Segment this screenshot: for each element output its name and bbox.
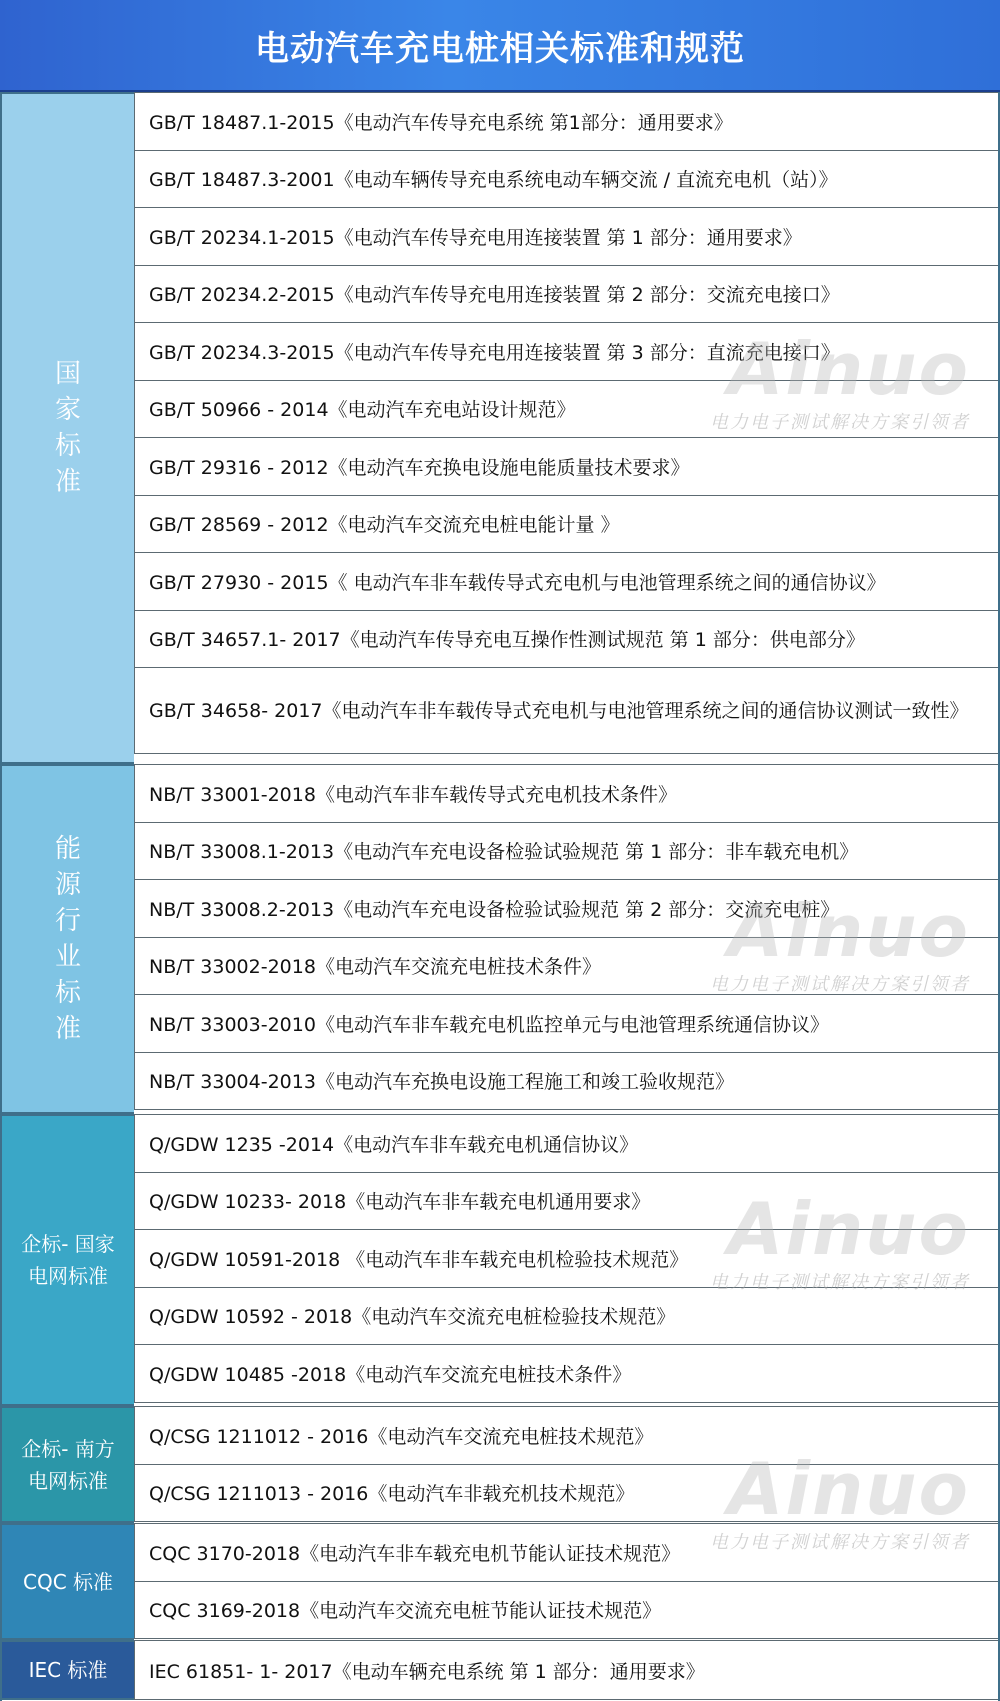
category-label-southern-grid	[0, 1406, 134, 1523]
table-row: NB/T 33003-2010《电动汽车非车载充电机监控单元与电池管理系统通信协议》	[134, 994, 1000, 1053]
category-label-cqc	[0, 1523, 134, 1640]
watermark-logo: Ainuo	[727, 889, 970, 973]
category-label-text: 企标- 国家电网标准	[21, 1232, 115, 1288]
page-title-bar	[0, 0, 1000, 92]
standards-list	[134, 1523, 1000, 1640]
section-energy-industry-standards	[0, 764, 1000, 1114]
category-label-text: 国家标准	[54, 359, 81, 497]
table-row: NB/T 33008.2-2013《电动汽车充电设备检验试验规范 第 2 部分：交流充电桩》	[134, 879, 1000, 938]
table-row: Q/GDW 10591-2018 《电动汽车非车载充电机检验技术规范》	[134, 1229, 1000, 1288]
table-row: IEC 61851- 1- 2017《电动车辆充电系统 第 1 部分：通用要求》	[134, 1640, 1000, 1700]
table-row: CQC 3169-2018《电动汽车交流充电桩节能认证技术规范》	[134, 1581, 1000, 1640]
table-row: GB/T 20234.2-2015《电动汽车传导充电用连接装置 第 2 部分：交流充电接口》	[134, 265, 1000, 324]
table-row: Q/GDW 10485 -2018《电动汽车交流充电桩技术条件》	[134, 1344, 1000, 1403]
table-row: GB/T 18487.3-2001《电动车辆传导充电系统电动车辆交流 / 直流充电机（站）》	[134, 150, 1000, 209]
category-label-iec	[0, 1640, 134, 1700]
table-row: NB/T 33001-2018《电动汽车非车载传导式充电机技术条件》	[134, 764, 1000, 823]
watermark-tagline: 电力电子测试解决方案引领者	[710, 1272, 970, 1293]
category-label-national	[0, 92, 134, 764]
section-iec-standards	[0, 1640, 1000, 1700]
table-row: CQC 3170-2018《电动汽车非车载充电机节能认证技术规范》	[134, 1523, 1000, 1582]
watermark-logo: Ainuo	[727, 1447, 970, 1531]
watermark-tagline: 电力电子测试解决方案引领者	[710, 1532, 970, 1553]
table-row: Q/GDW 1235 -2014《电动汽车非车载充电机通信协议》	[134, 1114, 1000, 1173]
table-row: Q/CSG 1211013 - 2016《电动汽车非载充机技术规范》	[134, 1464, 1000, 1523]
table-row: GB/T 28569 - 2012《电动汽车交流充电桩电能计量 》	[134, 495, 1000, 554]
section-cqc-standards	[0, 1523, 1000, 1640]
standards-list	[134, 1406, 1000, 1523]
category-label-text: 能源行业标准	[54, 834, 81, 1044]
table-row: GB/T 18487.1-2015《电动汽车传导充电系统 第1部分：通用要求》	[134, 92, 1000, 151]
category-label-text: CQC 标准	[22, 1569, 114, 1594]
watermark-tagline: 电力电子测试解决方案引领者	[710, 412, 970, 433]
standards-list	[134, 1114, 1000, 1406]
table-row: GB/T 34658- 2017《电动汽车非车载传导式充电机与电池管理系统之间的通信协议测试一致性》	[134, 667, 1000, 754]
table-row: GB/T 20234.3-2015《电动汽车传导充电用连接装置 第 3 部分：直流充电接口》	[134, 322, 1000, 381]
table-row: GB/T 29316 - 2012《电动汽车充换电设施电能质量技术要求》	[134, 437, 1000, 496]
category-label-state-grid	[0, 1114, 134, 1406]
standards-list	[134, 1640, 1000, 1700]
standards-list	[134, 764, 1000, 1114]
section-national-standards	[0, 92, 1000, 764]
table-row: NB/T 33008.1-2013《电动汽车充电设备检验试验规范 第 1 部分：非车载充电机》	[134, 822, 1000, 881]
watermark-logo: Ainuo	[727, 1187, 970, 1271]
watermark-logo: Ainuo	[727, 327, 970, 411]
category-label-text: IEC 标准	[28, 1658, 108, 1682]
table-row: Q/CSG 1211012 - 2016《电动汽车交流充电桩技术规范》	[134, 1406, 1000, 1465]
table-row: GB/T 27930 - 2015《 电动汽车非车载传导式充电机与电池管理系统之间的通信协议》	[134, 552, 1000, 611]
table-row: Q/GDW 10592 - 2018《电动汽车交流充电桩检验技术规范》	[134, 1287, 1000, 1346]
category-label-text: 企标- 南方电网标准	[21, 1436, 115, 1493]
category-label-energy	[0, 764, 134, 1114]
watermark-tagline: 电力电子测试解决方案引领者	[710, 974, 970, 995]
section-southern-grid-standards	[0, 1406, 1000, 1523]
table-row: Q/GDW 10233- 2018《电动汽车非车载充电机通用要求》	[134, 1172, 1000, 1231]
table-row: GB/T 20234.1-2015《电动汽车传导充电用连接装置 第 1 部分：通用要求》	[134, 207, 1000, 266]
section-state-grid-standards	[0, 1114, 1000, 1406]
table-row: GB/T 50966 - 2014《电动汽车充电站设计规范》	[134, 380, 1000, 439]
table-row: NB/T 33002-2018《电动汽车交流充电桩技术条件》	[134, 937, 1000, 996]
page-title: 电动汽车充电桩相关标准和规范	[255, 28, 745, 69]
table-row: NB/T 33004-2013《电动汽车充换电设施工程施工和竣工验收规范》	[134, 1052, 1000, 1111]
table-row: GB/T 34657.1- 2017《电动汽车传导充电互操作性测试规范 第 1 部分：供电部分》	[134, 610, 1000, 669]
standards-list	[134, 92, 1000, 764]
